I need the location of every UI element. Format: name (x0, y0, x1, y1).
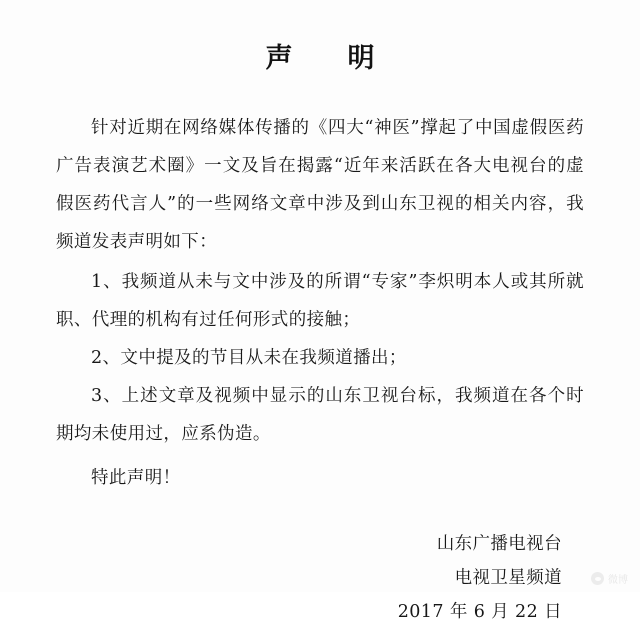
signature-channel: 电视卫星频道 (454, 568, 562, 588)
signature-date: 2017 年 6 月 22 日 (397, 602, 562, 622)
list-item: 2、文中提及的节目从未在我频道播出； (91, 348, 407, 368)
signature-block (56, 527, 584, 629)
weibo-eye-icon (591, 572, 604, 585)
page-title: 声 明 (265, 43, 389, 74)
closing-statement: 特此声明！ (91, 468, 181, 488)
list-item: 1、我频道从未与文中涉及的所谓“专家”李炽明本人或其所就职、代理的机构有过任何形式的接触； (56, 272, 584, 330)
watermark-label: 微博 (608, 575, 628, 586)
signature-organization: 山东广播电视台 (436, 534, 562, 554)
list-item: 3、上述文章及视频中显示的山东卫视台标，我频道在各个时期均未使用过，应系伪造。 (56, 386, 584, 444)
watermark (591, 571, 628, 586)
paragraph-body: 针对近期在网络媒体传播的《四大“神医”撑起了中国虚假医药广告表演艺术圈》一文及旨在揭露“近年来活跃在各大电视台的虚假医药代言人”的一些网络文章中涉及到山东卫视的相关内容，我频道发表声明如下： (56, 118, 584, 252)
